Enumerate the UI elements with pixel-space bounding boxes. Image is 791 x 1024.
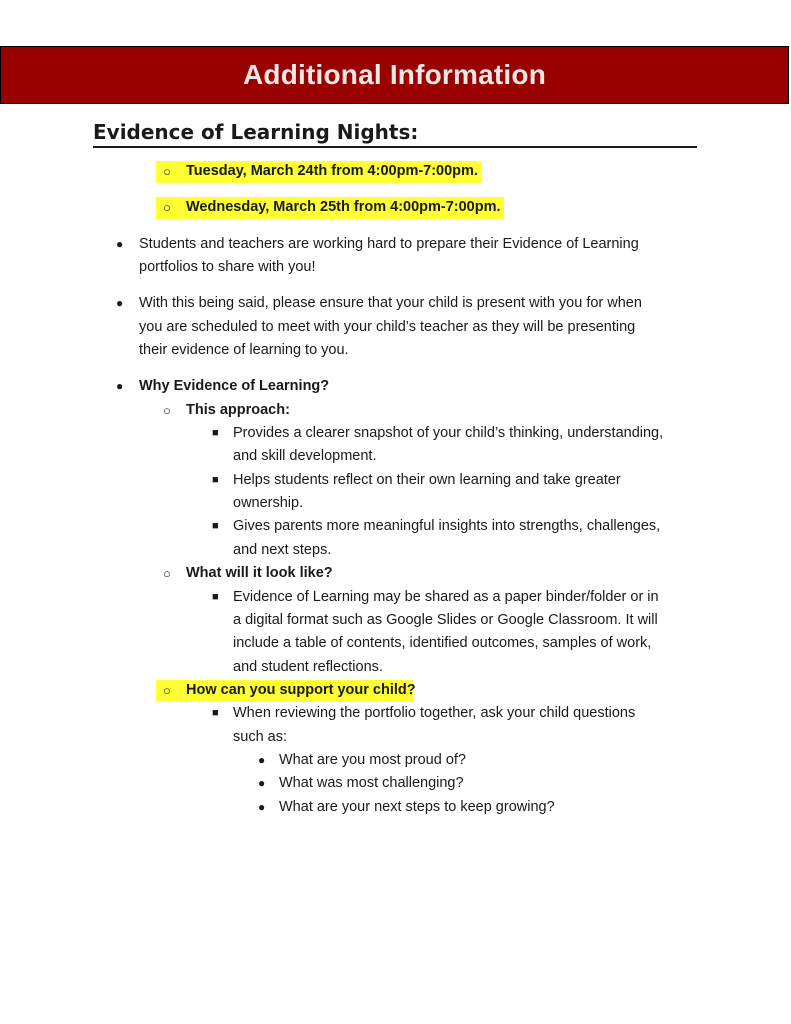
list-item-line: you are scheduled to meet with your child’s teacher as they will be presenting [139, 319, 636, 335]
square-bullet-icon: ■ [212, 427, 219, 439]
bullet-icon: ● [258, 776, 266, 790]
approach-item-line: and skill development. [233, 448, 377, 464]
square-bullet-icon: ■ [212, 474, 219, 486]
support-heading: How can you support your child? [186, 682, 416, 698]
look-item-line: a digital format such as Google Slides or Google Classroom. It will [233, 612, 658, 628]
hollow-bullet-icon: ○ [163, 164, 171, 179]
hollow-bullet-icon: ○ [163, 566, 171, 581]
approach-item-line: Provides a clearer snapshot of your child’s thinking, understanding, [233, 425, 664, 441]
hollow-bullet-icon: ○ [163, 403, 171, 418]
bullet-icon: ● [116, 379, 124, 393]
list-item-line: portfolios to share with you! [139, 259, 316, 275]
approach-heading: This approach: [186, 402, 290, 418]
question-item: What are your next steps to keep growing? [279, 799, 555, 815]
bullet-icon: ● [116, 296, 124, 310]
look-item-line: Evidence of Learning may be shared as a paper binder/folder or in [233, 589, 659, 605]
bullet-icon: ● [258, 753, 266, 767]
approach-item-line: Gives parents more meaningful insights into strengths, challenges, [233, 518, 661, 534]
support-item-line: When reviewing the portfolio together, ask your child questions [233, 705, 636, 721]
look-item-line: include a table of contents, identified outcomes, samples of work, [233, 635, 652, 651]
list-item-line: their evidence of learning to you. [139, 342, 349, 358]
support-item-line: such as: [233, 729, 287, 745]
why-heading: Why Evidence of Learning? [139, 378, 330, 394]
date-item: Tuesday, March 24th from 4:00pm-7:00pm. [186, 163, 478, 179]
approach-item-line: and next steps. [233, 542, 332, 558]
approach-item-line: Helps students reflect on their own learning and take greater [233, 472, 621, 488]
bullet-icon: ● [258, 800, 266, 814]
approach-item-line: ownership. [233, 495, 304, 511]
square-bullet-icon: ■ [212, 591, 219, 603]
header-banner [0, 46, 789, 104]
look-item-line: and student reflections. [233, 659, 383, 675]
list-item-line: Students and teachers are working hard to prepare their Evidence of Learning [139, 236, 639, 252]
question-item: What was most challenging? [279, 775, 464, 791]
date-item: Wednesday, March 25th from 4:00pm-7:00pm. [186, 199, 501, 215]
hollow-bullet-icon: ○ [163, 683, 171, 698]
question-item: What are you most proud of? [279, 752, 466, 768]
banner-title: Additional Information [242, 59, 547, 90]
square-bullet-icon: ■ [212, 520, 219, 532]
look-heading: What will it look like? [186, 565, 333, 581]
list-item-line: With this being said, please ensure that your child is present with you for when [139, 295, 642, 311]
section-heading: Evidence of Learning Nights: [93, 120, 697, 148]
hollow-bullet-icon: ○ [163, 200, 171, 215]
bullet-icon: ● [116, 237, 124, 251]
square-bullet-icon: ■ [212, 707, 219, 719]
